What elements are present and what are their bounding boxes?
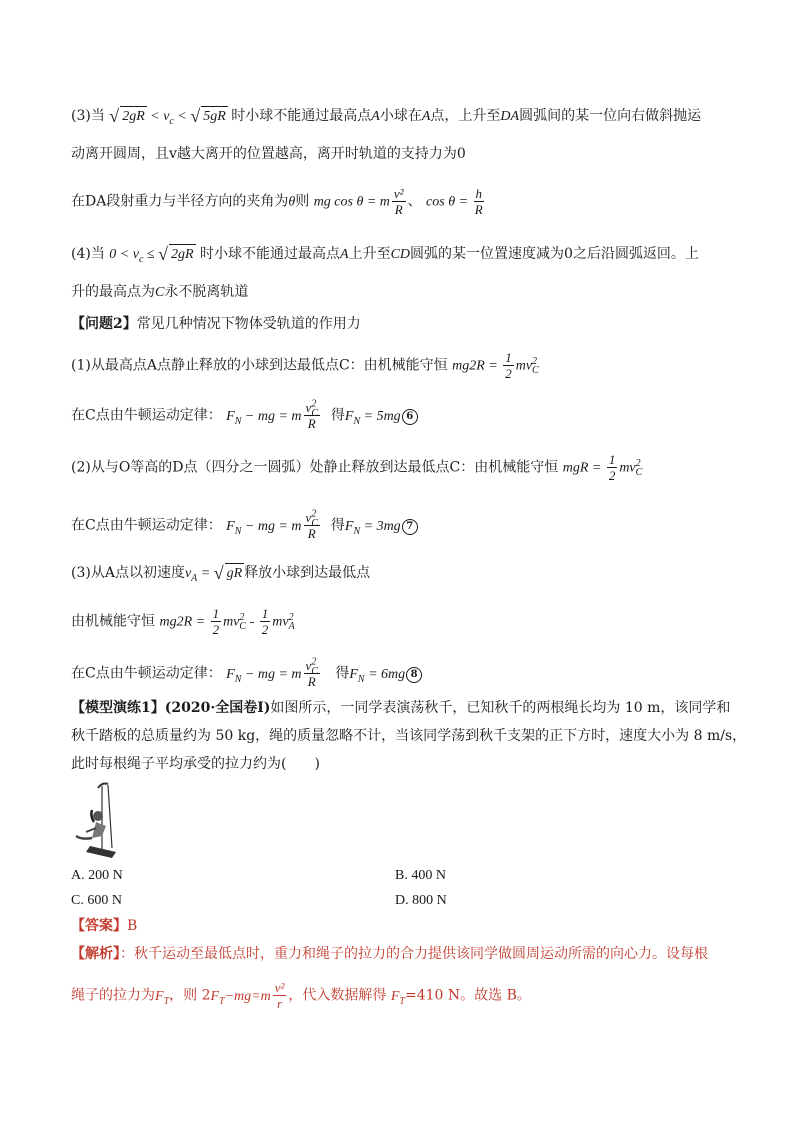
option-d[interactable]: D. 800 N [395, 893, 447, 908]
case-c1-energy: (1)从最高点A点静止释放的小球到达最低点C：由机械能守恒 mg2R = $\frac{1}{2}$ $mv^2_C$ [71, 350, 539, 381]
case-3-line-1: (3)当 √ $2gR < v_c$ < √ 5gR 时小球不能通过最高点A小球在A点，上升至DA圆弧间的某一位向右做斜抛运 [71, 106, 702, 127]
equation-number-8: 8 [406, 667, 422, 683]
option-b[interactable]: B. 400 N [395, 868, 446, 883]
equation-number-6: 6 [402, 409, 418, 425]
case-c2-energy: (2)从与O等高的D点（四分之一圆弧）处静止释放到达最低点C：由机械能守恒 mgR = $\frac{1}{2}$ $mv^2_C$ [71, 452, 643, 483]
option-c[interactable]: C. 600 N [71, 893, 122, 908]
case-3-line-2: 动离开圆周，且v越大离开的位置越高，离开时轨道的支持力为0 [71, 146, 466, 162]
exercise-line-1: 【模型演练1】(2020·全国卷Ⅰ)如图所示，一同学表演荡秋千，已知秋千的两根绳长均为 10 m，该同学和 [71, 700, 731, 716]
analysis-line-2: 绳子的拉力为$F_T$，则 $2F_T-mg=m$ $\frac{\text{v²}}{r}$ ，代入数据解得 $F_T=410$ N。故选 B。 [71, 980, 531, 1011]
exercise-line-2: 秋千踏板的总质量约为 50 kg，绳的质量忽略不计，当该同学荡到秋千支架的正下方时，速度大小为 8 m/s， [71, 728, 747, 744]
case-c3-newton: 在C点由牛顿运动定律： $F_N$ − mg = m $\frac{v^2_C}{R}$ 得$F_N = 6mg$ 8 [71, 658, 422, 689]
swing-illustration [72, 780, 132, 862]
case-3-line-3: 在DA段射重力与半径方向的夹角为θ则 mg cos θ = m $\frac{\text{v²}}{R}$ 、 cos θ = $\frac{h}{R}$ [71, 186, 483, 217]
question-2-heading: 【问题2】常见几种情况下物体受轨道的作用力 [71, 316, 361, 332]
analysis-line-1: 【解析】：秋千运动至最低点时，重力和绳子的拉力的合力提供该同学做圆周运动所需的向心力。设每根 [71, 946, 708, 962]
exercise-line-3: 此时每根绳子平均承受的拉力约为( ) [71, 756, 320, 772]
case-c3-energy: 由机械能守恒 mg2R = $\frac{1}{2}$ $mv^2_C$ - $\frac{1}{2}$ $mv^2_A$ [71, 606, 295, 637]
equation-number-7: 7 [402, 519, 418, 535]
case-c2-newton: 在C点由牛顿运动定律： $F_N$ − mg = m $\frac{v^2_C}{R}$ 得$F_N = 3mg$ 7 [71, 510, 418, 541]
case-4-line-2: 升的最高点为C永不脱离轨道 [71, 284, 249, 300]
case-c1-newton: 在C点由牛顿运动定律： $F_N$ − mg = m $\frac{v^2_C}{R}$ 得$F_N = 5mg$ 6 [71, 400, 418, 431]
condition-inequality: √ $2gR < v_c$ < √ 5gR [109, 106, 226, 127]
answer-line: 【答案】B [71, 918, 138, 934]
case-4-line-1: (4)当 $0 < v_c$ ≤ √ 2gR 时小球不能通过最高点A上升至CD圆弧的某一位置速度减为0之后沿圆弧返回。上 [71, 244, 699, 265]
case-c3-intro: (3)从A点以初速度$v_A$ = √ gR 释放小球到达最低点 [71, 563, 371, 584]
option-a[interactable]: A. 200 N [71, 868, 123, 883]
